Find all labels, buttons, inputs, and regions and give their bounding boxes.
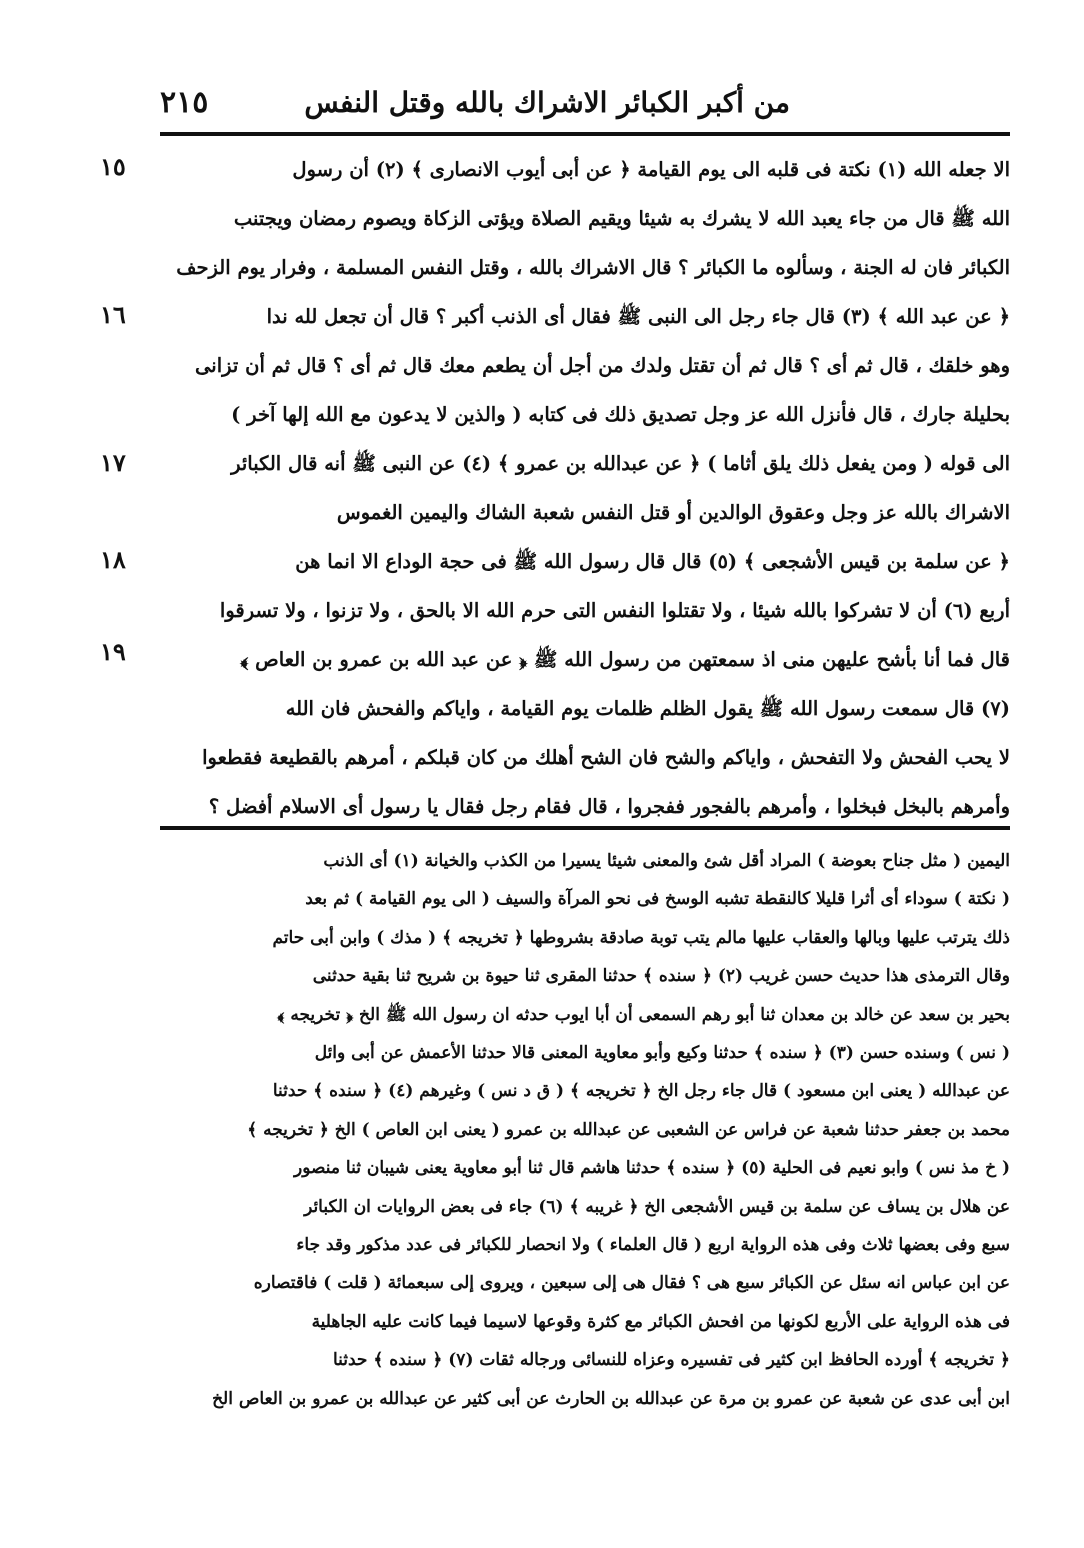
text-line: وأمرهم بالبخل فبخلوا ، وأمرهم بالفجور ففجروا ، قال فقام رجل فقال يا رسول أى الاسلام أفضل ؟ <box>208 795 1010 818</box>
text-line: لا يحب الفحش ولا التفحش ، واياكم والشح فان الشح أهلك من كان قبلكم ، أمرهم بالقطيعة فقطعوا <box>202 746 1010 769</box>
footnote-line: بحير بن سعد عن خالد بن معدان ثنا أبو رهم السمعى أن أبا ايوب حدثه ان رسول الله ﷺ الخ ﴿ تخريجه ﴾ <box>277 1004 1010 1025</box>
footnote-line: ( نكتة ) سوداء أى أثرا قليلا كالنقطة تشبه الوسخ فى نحو المرآة والسيف ( الى يوم القيامة ) ثم بعد <box>305 889 1010 910</box>
running-title: من أكبر الكبائر الاشراك بالله وقتل النفس <box>304 85 790 119</box>
footnote-line: عن عبدالله ( يعنى ابن مسعود ) قال جاء رجل الخ ﴿ تخريجه ﴾ ( ق د نس ) وغيرهم (٤) ﴿ سنده ﴾ حدثنا <box>272 1081 1010 1102</box>
text-line: الكبائر فان له الجنة ، وسألوه ما الكبائر ؟ قال الاشراك بالله ، وقتل النفس المسلمة ، وفرار يوم الزحف <box>176 256 1010 279</box>
footnotes <box>160 842 1010 1532</box>
hadith-number: ١٦ <box>100 300 126 329</box>
hadith-number: ١٩ <box>100 637 126 666</box>
text-line: الله ﷺ قال من جاء يعبد الله لا يشرك به شيئا ويقيم الصلاة ويؤتى الزكاة ويصوم رمضان ويجتنب <box>233 207 1010 230</box>
footnote-line: محمد بن جعفر حدثنا شعبة عن فراس عن الشعبى عن عبدالله بن عمرو ( يعنى ابن العاص ) الخ ﴿ تخريجه ﴾ <box>247 1119 1010 1140</box>
footnote-line: عن ابن عباس انه سئل عن الكبائر سبع هى ؟ فقال هى إلى سبعين ، ويروى إلى سبعمائة ( قلت ) فاقتصاره <box>253 1273 1010 1294</box>
text-line: الى قوله ( ومن يفعل ذلك يلق أثاما ) ﴿ عن عبدالله بن عمرو ﴾ (٤) عن النبى ﷺ أنه قال الكبائر <box>231 452 1010 475</box>
footnote-line: فى هذه الرواية على الأربع لكونها من افحش الكبائر مع كثرة وقوعها لاسيما فيما كانت عليه الجاهلية <box>311 1311 1010 1332</box>
text-line: ﴿ عن سلمة بن قيس الأشجعى ﴾ (٥) قال قال رسول الله ﷺ فى حجة الوداع الا انما هن <box>295 550 1010 573</box>
header-rule <box>160 132 1010 136</box>
text-line: أربع (٦) أن لا تشركوا بالله شيئا ، ولا تقتلوا النفس التى حرم الله الا بالحق ، ولا تزنوا ، ولا تسرقوا <box>219 599 1010 622</box>
text-line: بحليلة جارك ، قال فأنزل الله عز وجل تصديق ذلك فى كتابه ( والذين لا يدعون مع الله إلها آخر ) <box>231 403 1010 426</box>
text-line: (٧) قال سمعت رسول الله ﷺ يقول الظلم ظلمات يوم القيامة ، واياكم والفحش فان الله <box>285 697 1010 720</box>
text-line: الاشراك بالله عز وجل وعقوق الوالدين أو قتل النفس شعبة الشاك واليمين الغموس <box>336 501 1010 524</box>
footnote-line: وقال الترمذى هذا حديث حسن غريب (٢) ﴿ سنده ﴾ حدثنا المقرى ثنا حيوة بن شريح ثنا بقية حدثنى <box>312 966 1010 987</box>
hadith-number: ١٥ <box>100 152 126 181</box>
page-number: ٢١٥ <box>160 84 209 120</box>
footnote-line: ( خ مذ نس ) وابو نعيم فى الحلية (٥) ﴿ سنده ﴾ حدثنا هاشم قال ثنا أبو معاوية يعنى شيبان ثنا منصور <box>294 1158 1010 1179</box>
text-line: وهو خلقك ، قال ثم أى ؟ قال ثم أن تقتل ولدك من أجل أن يطعم معك قال ثم أى ؟ قال ثم أن تزانى <box>195 354 1010 377</box>
footnote-line: ( نس ) وسنده حسن (٣) ﴿ سنده ﴾ حدثنا وكيع وأبو معاوية المعنى قالا حدثنا الأعمش عن أبى وائل <box>314 1043 1010 1064</box>
text-line: ﴿ عن عبد الله ﴾ (٣) قال جاء رجل الى النبى ﷺ فقال أى الذنب أكبر ؟ قال أن تجعل لله ندا <box>266 305 1010 328</box>
footnote-line: سبع وفى بعضها ثلاث وفى هذه الرواية اربع ( قال العلماء ) ولا انحصار للكبائر فى عدد مذكور وقد جاء <box>296 1235 1010 1256</box>
footnote-line: عن هلال بن يساف عن سلمة بن قيس الأشجعى الخ ﴿ غريبه ﴾ (٦) جاء فى بعض الروايات ان الكبائر <box>304 1196 1010 1217</box>
main-text <box>160 145 1010 818</box>
footnote-line: اليمين ( مثل جناح بعوضة ) المراد أقل شئ والمعنى شيئا يسيرا من الكذب والخيانة (١) أى الذنب <box>323 851 1010 871</box>
page-header <box>160 80 790 124</box>
footnote-line: ذلك يترتب عليها وبالها والعقاب عليها مالم يتب توبة صادقة بشروطها ﴿ تخريجه ﴾ ( مذك ) وابن أبى حاتم <box>272 927 1010 948</box>
text-line: الا جعله الله (١) نكتة فى قلبه الى يوم القيامة ﴿ عن أبى أيوب الانصارى ﴾ (٢) أن رسول <box>292 158 1010 181</box>
hadith-number: ١٧ <box>100 448 126 477</box>
text-line: قال فما أنا بأشح عليهن منى اذ سمعتهن من رسول الله ﷺ ﴿ عن عبد الله بن عمرو بن العاص ﴾ <box>240 648 1010 671</box>
footnote-line: ابن أبى عدى عن شعبة عن عمرو بن مرة عن عبدالله بن الحارث عن أبى كثير عن عبدالله بن عمرو بن العاص الخ <box>212 1388 1010 1409</box>
hadith-number: ١٨ <box>100 545 126 574</box>
footnote-line: ﴿ تخريجه ﴾ أورده الحافظ ابن كثير فى تفسيره وعزاه للنسائى ورجاله ثقات (٧) ﴿ سنده ﴾ حدثنا <box>332 1350 1010 1371</box>
footnote-rule <box>160 826 1010 830</box>
